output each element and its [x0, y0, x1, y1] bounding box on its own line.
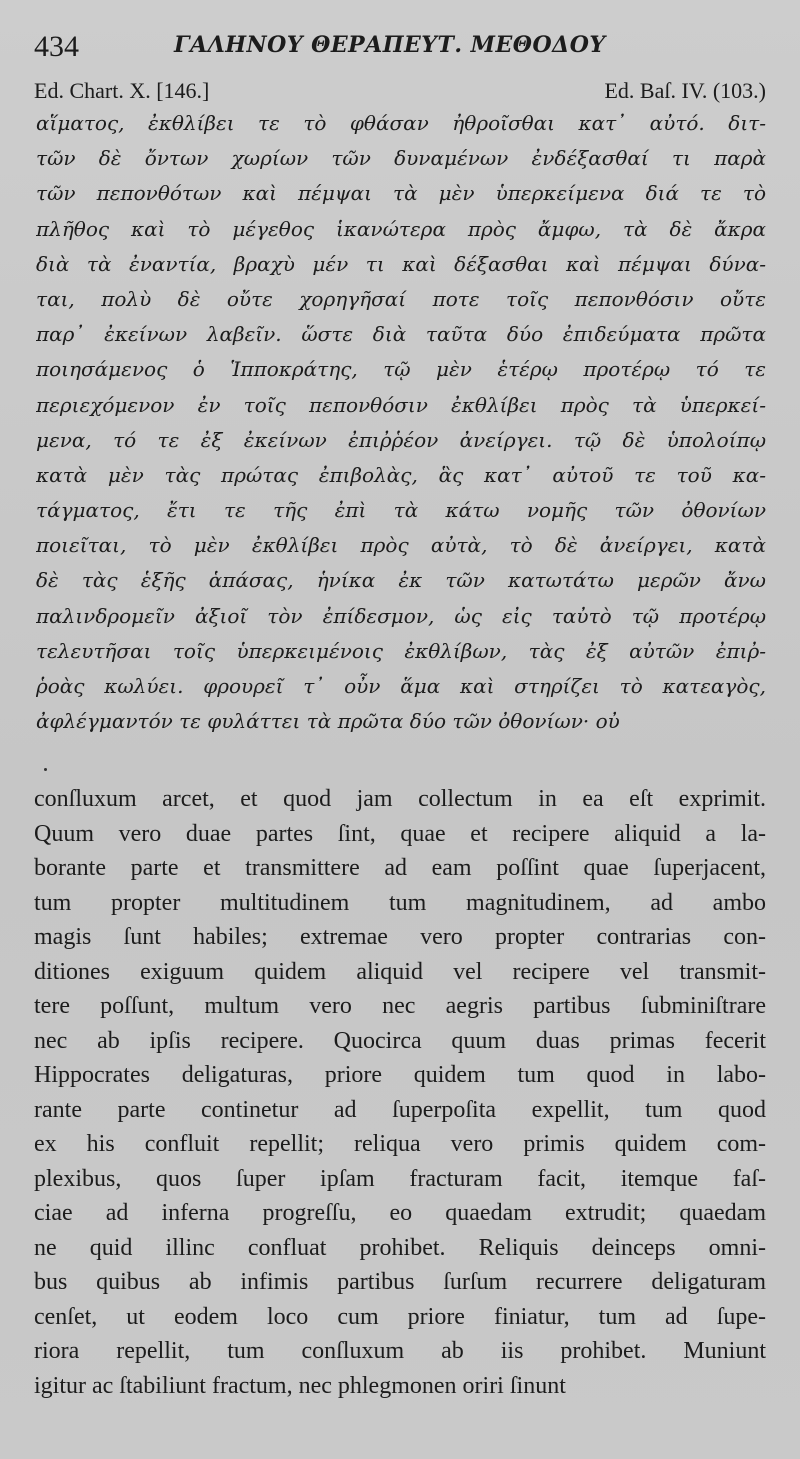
latin-text-line: bus quibus ab infimis partibus ſurſum recurrere deligaturam [34, 1269, 766, 1295]
greek-text-line: διὰ τὰ ἐναντία, βραχὺ μέν τι καὶ δέξασθαι καὶ πέμψαι δύνα- [36, 251, 766, 276]
latin-text-line: Hippocrates deligaturas, priore quidem tum quod in labo- [34, 1062, 766, 1088]
edition-reference-basel: Ed. Baſ. IV. (103.) [604, 78, 766, 103]
latin-text-block [34, 782, 766, 1403]
latin-text-line: Quum vero duae partes ſint, quae et recipere aliquid a la- [34, 820, 766, 847]
latin-text-line: cenſet, ut eodem loco cum priore finiatur, tum ad ſupe- [34, 1303, 766, 1330]
greek-text-line: δὲ τὰς ἑξῆς ἁπάσας, ἡνίκα ἐκ τῶν κατωτάτω μερῶν ἄνω [36, 568, 766, 593]
greek-text-line: τελευτῆσαι τοῖς ὑπερκειμένοις ἐκθλίβων, τὰς ἐξ αὐτῶν ἐπιῤ- [36, 638, 766, 663]
greek-text-line: μενα, τό τε ἐξ ἐκείνων ἐπιῤῥέον ἀνείργει. τῷ δὲ ὑπολοίπῳ [36, 427, 766, 452]
latin-text-line: ciae ad inferna progreſſu, eo quaedam extrudit; quaedam [34, 1200, 766, 1226]
latin-text-line: ditiones exiguum quidem aliquid vel recipere vel transmit- [34, 958, 766, 985]
greek-text-line: ῥοὰς κωλύει. φρουρεῖ τ᾽ οὖν ἅμα καὶ στηρίζει τὸ κατεαγὸς, [36, 674, 766, 698]
latin-text-line: tum propter multitudinem tum magnitudinem, ad ambo [34, 889, 766, 916]
latin-text-line: magis ſunt habiles; extremae vero propter contrarias con- [34, 924, 766, 950]
greek-text-line: ται, πολὺ δὲ οὔτε χορηγῆσαί ποτε τοῖς πεπονθόσιν οὔτε [36, 286, 766, 311]
latin-text-line: ne quid illinc confluat prohibet. Reliquis deinceps omni- [34, 1234, 766, 1261]
ink-speck [44, 768, 47, 771]
page-header [34, 26, 770, 66]
edition-reference-chart: Ed. Chart. X. [146.] [34, 78, 210, 103]
edition-references [34, 78, 766, 108]
greek-text-line: πλῆθος καὶ τὸ μέγεθος ἱκανώτερα πρὸς ἄμφω, τὰ δὲ ἄκρα [36, 216, 766, 241]
greek-text-line: παλινδρομεῖν ἀξιοῖ τὸν ἐπίδεσμον, ὡς εἰς ταὐτὸ τῷ προτέρῳ [36, 603, 766, 628]
latin-text-line: tere poſſunt, multum vero nec aegris partibus ſubminiſtrare [34, 993, 766, 1019]
greek-text-line: περιεχόμενον ἐν τοῖς πεπονθόσιν ἐκθλίβει πρὸς τὰ ὑπερκεί- [36, 392, 766, 417]
greek-text-line: κατὰ μὲν τὰς πρώτας ἐπιβολὰς, ἃς κατ᾽ αὐτοῦ τε τοῦ κα- [36, 462, 766, 487]
latin-text-line: borante parte et transmittere ad eam poſſint quae ſuperjacent, [34, 855, 766, 881]
page-number: 434 [34, 30, 79, 63]
greek-text-block [36, 106, 766, 739]
running-title: ΓΑΛΗΝΟΥ ΘΕΡΑΠΕΥΤ. ΜΕΘΟΔΟΥ [174, 32, 606, 58]
greek-text-line: τῶν πεπονθότων καὶ πέμψαι τὰ μὲν ὑπερκείμενα διά τε τὸ [36, 181, 766, 206]
latin-text-line: rante parte continetur ad ſuperpoſita expellit, tum quod [34, 1096, 766, 1123]
greek-text-line: ποιησάμενος ὁ Ἱπποκράτης, τῷ μὲν ἑτέρῳ προτέρῳ τό τε [36, 357, 766, 382]
greek-text-line: παρ᾽ ἐκείνων λαβεῖν. ὥστε διὰ ταῦτα δύο ἐπιδεύματα πρῶτα [36, 322, 766, 347]
greek-text-line: τῶν δὲ ὄντων χωρίων τῶν δυναμένων ἐνδέξασθαί τι παρὰ [36, 146, 766, 171]
latin-text-line: conſluxum arcet, et quod jam collectum in ea eſt exprimit. [34, 786, 766, 812]
latin-text-line: plexibus, quos ſuper ipſam fracturam facit, itemque faſ- [34, 1165, 766, 1192]
greek-text-line: ἀφλέγμαντόν τε φυλάττει τὰ πρῶτα δύο τῶν ὀθονίων· οὐ [36, 709, 620, 734]
greek-text-line: τάγματος, ἔτι τε τῆς ἐπὶ τὰ κάτω νομῆς τῶν ὀθονίων [36, 498, 766, 523]
latin-text-line: nec ab ipſis recipere. Quocirca quum duas primas fecerit [34, 1027, 766, 1054]
greek-text-line: ποιεῖται, τὸ μὲν ἐκθλίβει πρὸς αὐτὰ, τὸ δὲ ἀνείργει, κατὰ [36, 533, 766, 558]
latin-text-line: igitur ac ſtabiliunt fractum, nec phlegmonen oriri ſinunt [34, 1372, 566, 1399]
latin-text-line: riora repellit, tum conſluxum ab iis prohibet. Muniunt [34, 1338, 766, 1364]
latin-text-line: ex his confluit repellit; reliqua vero primis quidem com- [34, 1131, 766, 1157]
greek-text-line: αἵματος, ἐκθλίβει τε τὸ φθάσαν ἠθροῖσθαι κατ᾽ αὐτό. διτ- [36, 111, 766, 135]
